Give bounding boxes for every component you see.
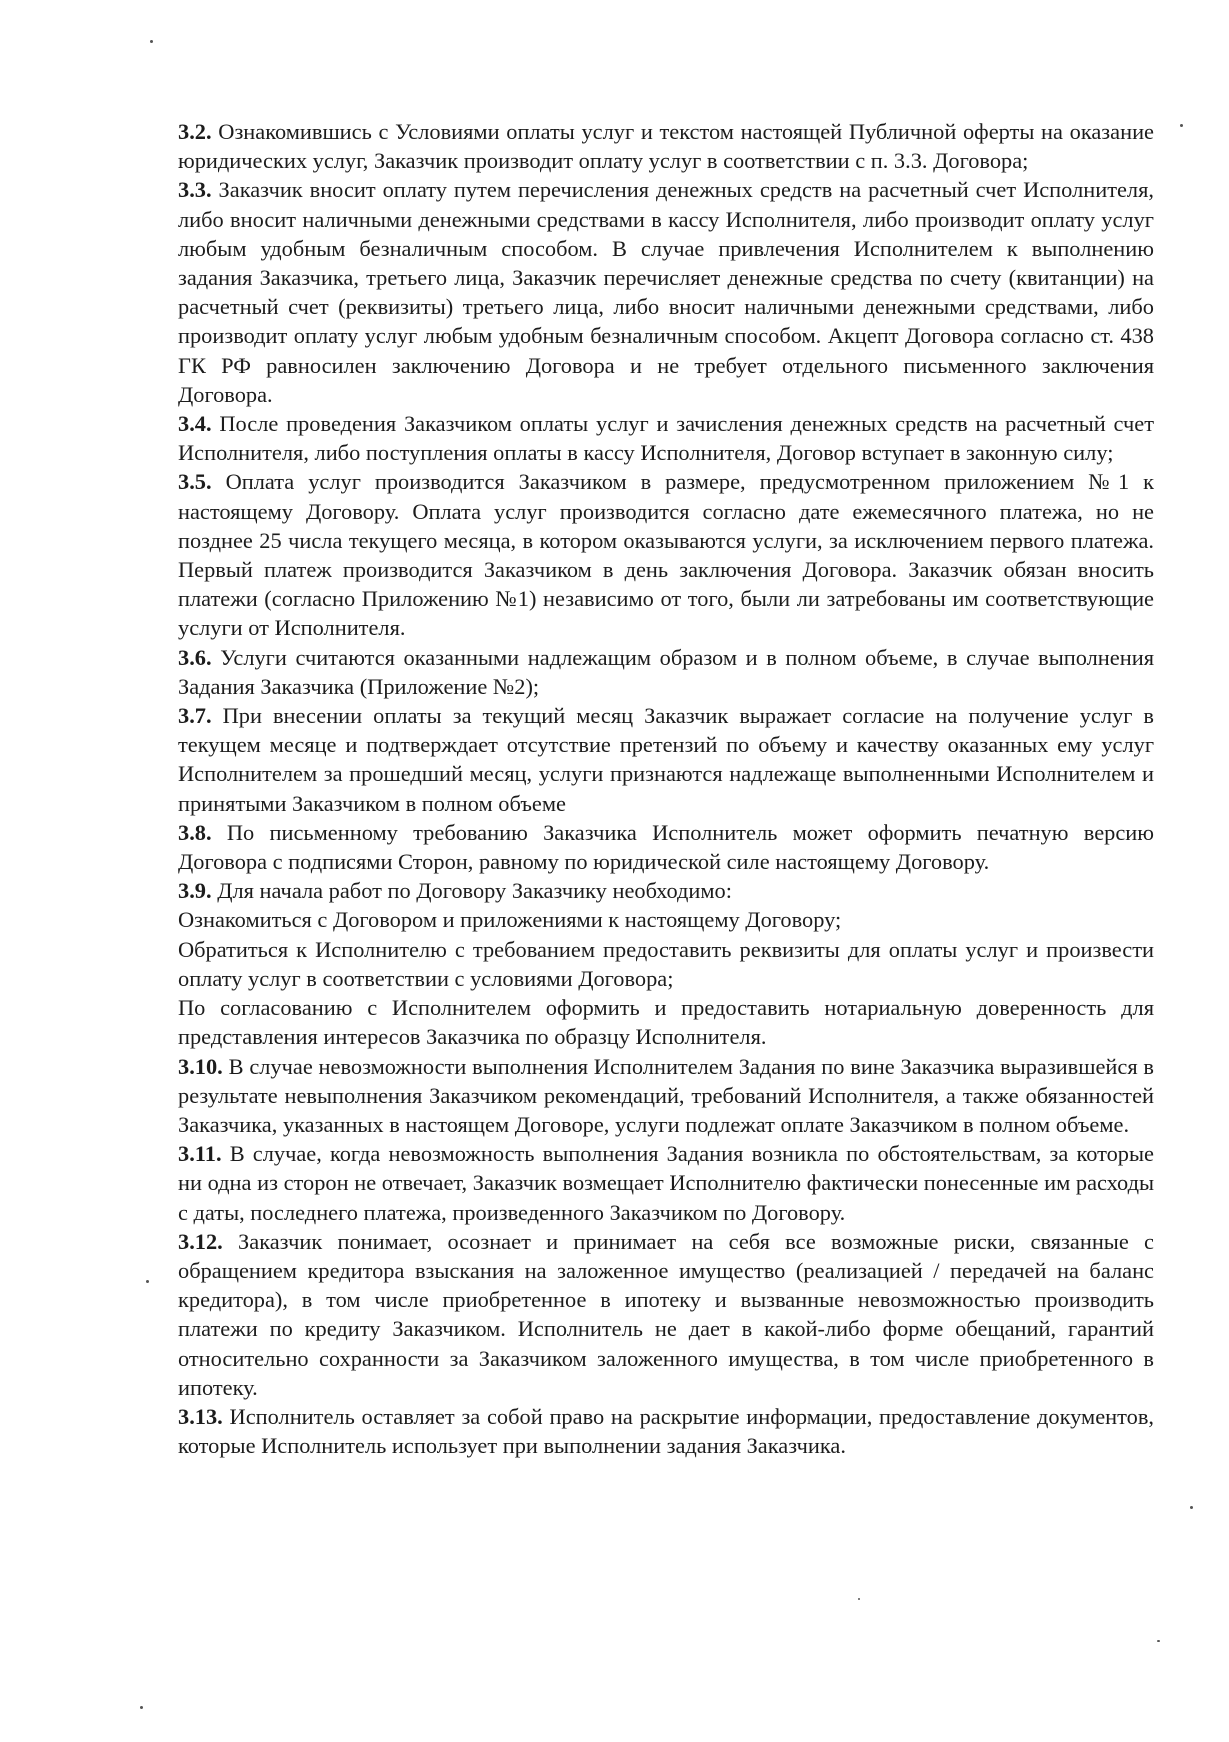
clause-3-2: 3.2. Ознакомившись с Условиями оплаты услуг и текстом настоящей Публичной оферты на оказание юридических услуг, Заказчик производит оплату услуг в соответствии с п. 3.3. Договора;: [178, 119, 1154, 174]
clause-3-3: 3.3. Заказчик вносит оплату путем перечисления денежных средств на расчетный счет Исполнителя, либо вносит наличными денежными средствами в кассу Исполнителя, либо производит оплату услуг любым удобным безналичным способом. В случае привлечения Исполнителем к выполнению задания Заказчика, третьего лица, Заказчик перечисляет денежные средства по счету (квитанции) на расчетный счет (реквизиты) третьего лица, либо вносит наличными денежными средствами, либо производит оплату услуг любым удобным безналичным способом. Акцепт Договора согласно ст. 438 ГК РФ равносилен заключению Договора и не требует отдельного письменного заключения Договора.: [178, 177, 1154, 407]
clause-3-7: 3.7. При внесении оплаты за текущий месяц Заказчик выражает согласие на получение услуг в текущем месяце и подтверждает отсутствие претензий по объему и качеству оказанных ему услуг Исполнителем за прошедший месяц, услуги признаются надлежаще выполненными Исполнителем и принятыми Заказчиком в полном объеме: [178, 703, 1154, 816]
clause-3-8: 3.8. По письменному требованию Заказчика Исполнитель может оформить печатную версию Договора с подписями Сторон, равному по юридической силе настоящему Договору.: [178, 819, 1154, 875]
clause-3-9-item-1: Ознакомиться с Договором и приложениями к настоящему Договору;: [178, 907, 842, 933]
clause-3-10: 3.10. В случае невозможности выполнения Исполнителем Задания по вине Заказчика выразившейся в результате невыполнения Заказчиком рекомендаций, требований Исполнителя, а также обязанностей Заказчика, указанных в настоящем Договоре, услуги подлежат оплате Заказчиком в полном объеме.: [178, 1053, 1154, 1137]
clause-3-9-item-3: По согласованию с Исполнителем оформить и предоставить нотариальную доверенность для представления интересов Заказчика по образцу Исполнителя.: [178, 995, 1154, 1050]
clause-3-9: 3.9. Для начала работ по Договору Заказчику необходимо:: [178, 878, 732, 904]
clause-3-5: 3.5. Оплата услуг производится Заказчиком в размере, предусмотренном приложением №1 к настоящему Договору. Оплата услуг производится согласно дате ежемесячного платежа, но не позднее 25 числа текущего месяца, в котором оказываются услуги, за исключением первого платежа. Первый платеж производится Заказчиком в день заключения Договора. Заказчик обязан вносить платежи (согласно Приложению №1) независимо от того, были ли затребованы им соответствующие услуги от Исполнителя.: [178, 469, 1154, 641]
scan-speck: [1180, 124, 1183, 127]
clause-3-9-item-2: Обратиться к Исполнителю с требованием предоставить реквизиты для оплаты услуг и произвести оплату услуг в соответствии с условиями Договора;: [178, 936, 1154, 991]
scan-speck: [146, 1280, 149, 1283]
clause-3-13: 3.13. Исполнитель оставляет за собой право на раскрытие информации, предоставление документов, которые Исполнитель использует при выполнении задания Заказчика.: [178, 1403, 1154, 1459]
clause-3-12: 3.12. Заказчик понимает, осознает и принимает на себя все возможные риски, связанные с обращением кредитора взыскания на заложенное имущество (реализацией / передачей на баланс кредитора), в том числе приобретенное в ипотеку и вызванные невозможностью производить платежи по кредиту Заказчиком. Исполнитель не дает в какой-либо форме обещаний, гарантий относительно сохранности за Заказчиком заложенного имущества, в том числе приобретенного в ипотеку.: [178, 1228, 1154, 1400]
scan-speck: [1157, 1640, 1160, 1642]
scan-speck: [150, 40, 153, 43]
clause-3-11: 3.11. В случае, когда невозможность выполнения Задания возникла по обстоятельствам, за которые ни одна из сторон не отвечает, Заказчик возмещает Исполнителю фактически понесенные им расходы с даты, последнего платежа, произведенного Заказчиком по Договору.: [178, 1141, 1154, 1225]
scan-speck: [1190, 1506, 1193, 1509]
scan-speck: [858, 1598, 860, 1600]
contract-text: [178, 117, 1154, 1460]
clause-3-4: 3.4. После проведения Заказчиком оплаты услуг и зачисления денежных средств на расчетный счет Исполнителя, либо поступления оплаты в кассу Исполнителя, Договор вступает в законную силу;: [178, 411, 1154, 466]
scan-speck: [140, 1706, 143, 1709]
clause-3-6: 3.6. Услуги считаются оказанными надлежащим образом и в полном объеме, в случае выполнения Задания Заказчика (Приложение №2);: [178, 644, 1154, 699]
